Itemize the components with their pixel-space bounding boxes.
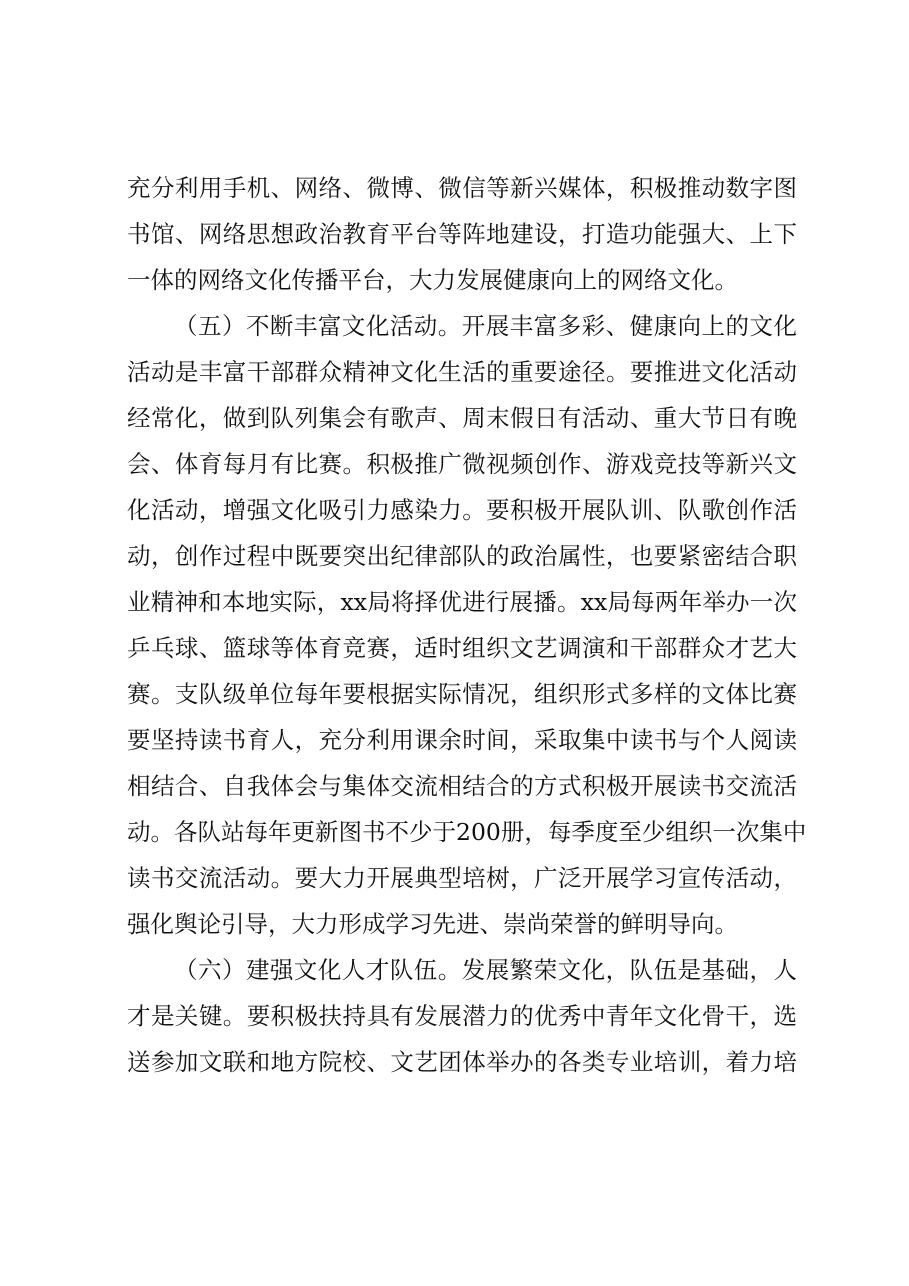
text-line: 乒乓球、篮球等体育竞赛，适时组织文艺调演和干部群众才艺大 [127, 634, 797, 662]
text-line: 经常化，做到队列集会有歌声、周末假日有活动、重大节日有晚 [127, 404, 797, 432]
text-line: （六）建强文化人才队伍。发展繁荣文化，队伍是基础，人 [174, 956, 797, 984]
text-line: （五）不断丰富文化活动。开展丰富多彩、健康向上的文化 [174, 312, 797, 340]
text-line: 才是关键。要积极扶持具有发展潜力的优秀中青年文化骨干，选 [127, 1002, 797, 1030]
text-line: 相结合、自我体会与集体交流相结合的方式积极开展读书交流活 [127, 772, 797, 800]
text-line: 送参加文联和地方院校、文艺团体举办的各类专业培训，着力培 [127, 1048, 797, 1076]
text-line: 充分利用手机、网络、微博、微信等新兴媒体，积极推动数字图 [127, 174, 797, 202]
text-line: 书馆、网络思想政治教育平台等阵地建设，打造功能强大、上下 [127, 220, 797, 248]
paragraph-network-culture [127, 165, 797, 303]
text-line: 活动是丰富干部群众精神文化生活的重要途径。要推进文化活动 [127, 358, 797, 386]
text-line: 强化舆论引导，大力形成学习先进、崇尚荣誉的鲜明导向。 [127, 910, 738, 938]
text-line: 要坚持读书育人，充分利用课余时间，采取集中读书与个人阅读 [127, 726, 797, 754]
text-line: 一体的网络文化传播平台，大力发展健康向上的网络文化。 [127, 266, 738, 294]
text-line: 赛。支队级单位每年要根据实际情况，组织形式多样的文体比赛 [127, 680, 797, 708]
text-line: 会、体育每月有比赛。积极推广微视频创作、游戏竞技等新兴文 [127, 450, 797, 478]
paragraph-section-five [127, 303, 807, 947]
document-body [127, 165, 807, 1085]
text-line: 动。各队站每年更新图书不少于200册，每季度至少组织一次集中 [127, 818, 807, 846]
text-line: 读书交流活动。要大力开展典型培树，广泛开展学习宣传活动， [127, 864, 797, 892]
text-line: 动，创作过程中既要突出纪律部队的政治属性，也要紧密结合职 [127, 542, 797, 570]
paragraph-section-six [127, 947, 797, 1085]
text-line: 业精神和本地实际，xx局将择优进行展播。xx局每两年举办一次 [127, 588, 797, 616]
text-line: 化活动，增强文化吸引力感染力。要积极开展队训、队歌创作活 [127, 496, 797, 524]
